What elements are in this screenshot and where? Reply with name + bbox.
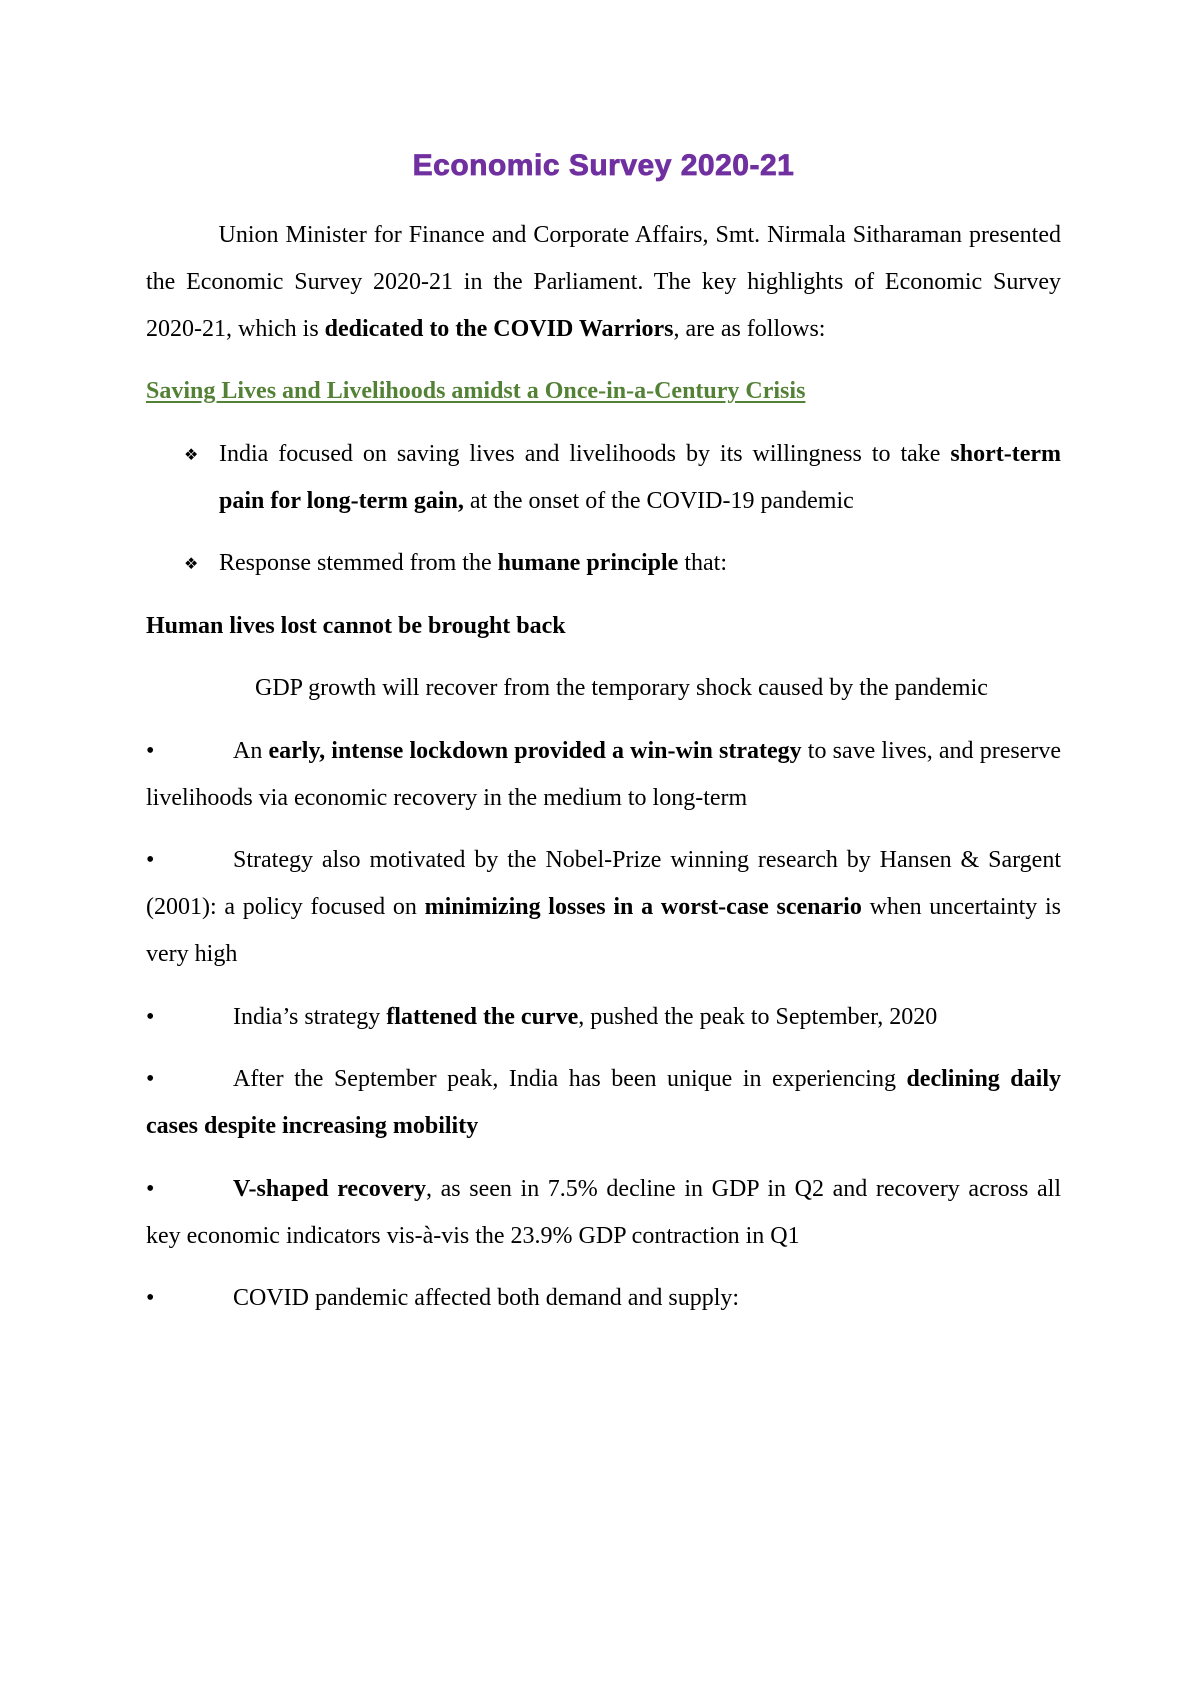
principle-statement: Human lives lost cannot be brought back	[146, 612, 566, 639]
bullet-text-end: , pushed the peak to September, 2020	[578, 1003, 938, 1030]
intro-text: Union Minister for Finance and Corporate Affairs, Smt. Nirmala Sitharaman presented the Economic Survey 2020-21 in the Parliament. The key highlights of Economic Survey 2020-21, which is	[146, 221, 1061, 342]
bullet-text: India’s strategy	[233, 1003, 387, 1030]
bullet-emphasis: declining daily cases despite increasing mobility	[146, 1066, 1061, 1139]
principle-followup: GDP growth will recover from the temporary shock caused by the pandemic	[255, 675, 988, 701]
diamond-bullet-icon: ❖	[184, 444, 199, 464]
bullet-text-end: when uncertainty is very high	[146, 894, 1061, 967]
intro-text-end: , are as follows:	[673, 315, 826, 342]
dot-bullet-item	[146, 728, 1061, 822]
bullet-emphasis: V-shaped recovery	[233, 1175, 427, 1202]
intro-emphasis: dedicated to the COVID Warriors	[324, 315, 674, 342]
dot-bullet-item	[146, 1275, 1061, 1322]
dot-bullet-icon: •	[146, 1175, 155, 1202]
diamond-bullet-list	[146, 431, 1061, 588]
bullet-text: Response stemmed from the	[219, 550, 498, 576]
dot-bullet-item	[146, 994, 1061, 1041]
dot-bullet-icon: •	[146, 1285, 155, 1311]
dot-bullet-item	[146, 1166, 1061, 1260]
diamond-bullet-item	[146, 431, 1061, 525]
diamond-bullet-icon: ❖	[184, 554, 199, 573]
intro-paragraph	[146, 212, 1061, 353]
bullet-text: COVID pandemic affected both demand and supply:	[233, 1285, 740, 1311]
bullet-text-end: at the onset of the COVID-19 pandemic	[463, 487, 854, 514]
dot-bullet-item	[146, 837, 1061, 978]
dot-bullet-icon: •	[146, 1003, 155, 1030]
bullet-text: An	[233, 737, 269, 764]
bullet-emphasis: flattened the curve	[386, 1003, 579, 1030]
bullet-emphasis: humane principle	[497, 550, 679, 576]
dot-bullet-icon: •	[146, 737, 155, 764]
bullet-text: Strategy also motivated by the Nobel-Prize winning research by Hansen & Sargent (2001): a policy focused on	[146, 847, 1061, 920]
bullet-text-end: that:	[678, 550, 727, 576]
bullet-text: After the September peak, India has been unique in experiencing	[233, 1066, 907, 1092]
bullet-text-end: to save lives, and preserve livelihoods via economic recovery in the medium to long-term	[146, 737, 1061, 811]
dot-bullet-icon: •	[146, 847, 155, 873]
diamond-bullet-item	[146, 540, 1061, 587]
bullet-text: India focused on saving lives and livelihoods by its willingness to take	[219, 440, 951, 467]
dot-bullet-item	[146, 1056, 1061, 1150]
bullet-text-end: , as seen in 7.5% decline in GDP in Q2 and recovery across all key economic indicators vis-à-vis the 23.9% GDP contraction in Q1	[146, 1175, 1062, 1249]
bullet-emphasis: minimizing losses in a worst-case scenario	[424, 894, 862, 920]
dot-bullet-icon: •	[146, 1066, 155, 1092]
bullet-emphasis: early, intense lockdown provided a win-win strategy	[268, 737, 802, 764]
bullet-emphasis: short-term pain for long-term gain,	[219, 440, 1061, 514]
section-heading: Saving Lives and Livelihoods amidst a Once-in-a-Century Crisis	[146, 378, 806, 404]
document-title: Economic Survey 2020-21	[412, 149, 795, 182]
